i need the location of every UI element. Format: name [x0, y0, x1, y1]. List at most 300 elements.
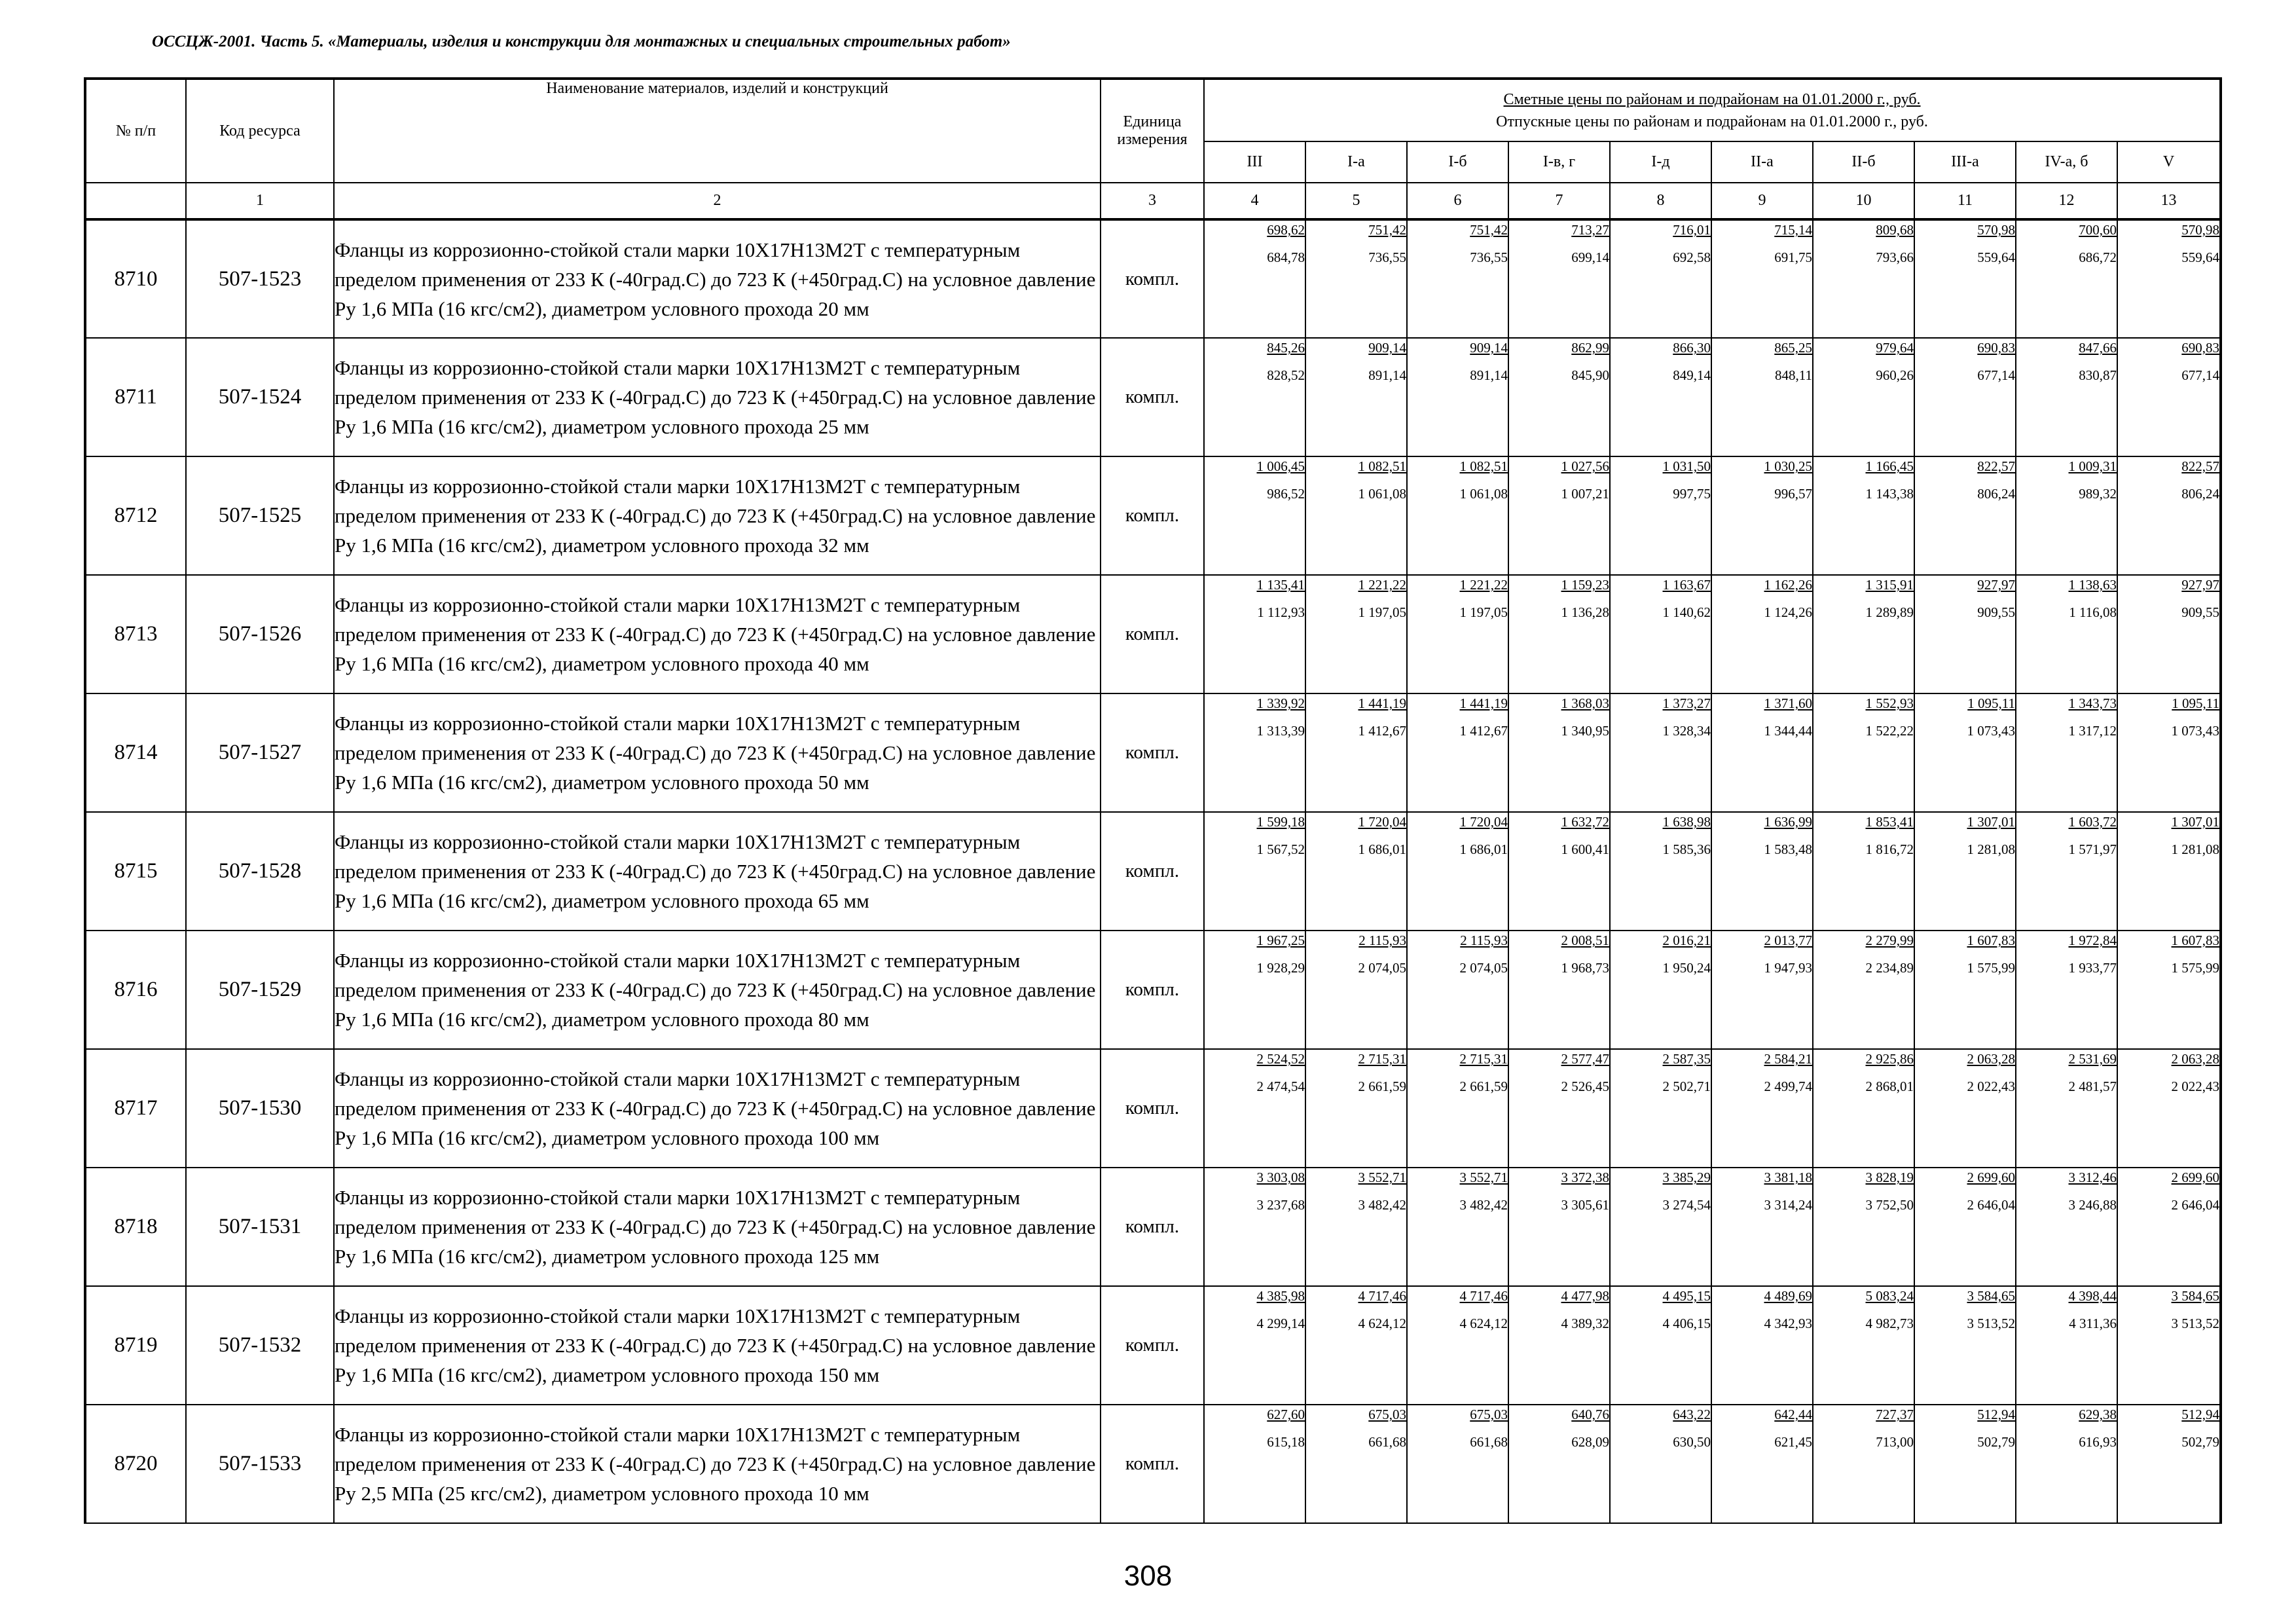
price-cell — [2117, 812, 2221, 931]
release-price: 502,79 — [2181, 1434, 2220, 1450]
material-name: Фланцы из коррозионно-стойкой стали марки 10Х17Н13М2Т с температурным пределом применения от 233 К (-40град.С) до 723 К (+450град.С) на условное давление Ру 1,6 МПа (16 кгс/см2), диаметром условного прохода 25 мм — [334, 338, 1101, 456]
price-cell — [1711, 1405, 1813, 1523]
estimate-price: 1 095,11 — [1967, 695, 2015, 711]
price-cell — [1305, 219, 1407, 338]
release-price: 1 567,52 — [1256, 841, 1305, 857]
estimate-price: 4 477,98 — [1561, 1288, 1609, 1304]
row-number: 8720 — [85, 1405, 186, 1523]
estimate-price: 698,62 — [1267, 222, 1305, 238]
price-cell — [1508, 1049, 1610, 1168]
estimate-price: 1 636,99 — [1764, 814, 1812, 830]
estimate-price: 2 715,31 — [1459, 1051, 1508, 1067]
price-cell — [1914, 1049, 2016, 1168]
release-price: 677,14 — [1977, 367, 2015, 383]
price-cell — [1508, 1168, 1610, 1286]
header-name: Наименование материалов, изделий и конструкций — [334, 79, 1101, 183]
estimate-price: 862,99 — [1571, 340, 1609, 356]
price-cell — [1508, 338, 1610, 456]
price-cell — [1508, 931, 1610, 1049]
material-name: Фланцы из коррозионно-стойкой стали марки 10Х17Н13М2Т с температурным пределом применения от 233 К (-40град.С) до 723 К (+450град.С) на условное давление Ру 1,6 МПа (16 кгс/см2), диаметром условного прохода 150 мм — [334, 1286, 1101, 1405]
material-name: Фланцы из коррозионно-стойкой стали марки 10Х17Н13М2Т с температурным пределом применения от 233 К (-40град.С) до 723 К (+450град.С) на условное давление Ру 1,6 МПа (16 кгс/см2), диаметром условного прохода 125 мм — [334, 1168, 1101, 1286]
estimate-price: 642,44 — [1774, 1407, 1812, 1422]
estimate-price: 1 307,01 — [1967, 814, 2015, 830]
estimate-price: 1 221,22 — [1358, 577, 1406, 593]
unit-of-measure: компл. — [1101, 1049, 1204, 1168]
release-price: 2 661,59 — [1358, 1079, 1406, 1094]
unit-of-measure: компл. — [1101, 575, 1204, 693]
estimate-price: 1 082,51 — [1358, 458, 1406, 474]
unit-of-measure: компл. — [1101, 338, 1204, 456]
price-cell — [1610, 1168, 1711, 1286]
estimate-price: 3 372,38 — [1561, 1170, 1609, 1185]
price-cell — [1711, 931, 1813, 1049]
estimate-price: 1 603,72 — [2068, 814, 2117, 830]
price-cell — [1610, 1049, 1711, 1168]
estimate-price: 822,57 — [1977, 458, 2015, 474]
unit-of-measure: компл. — [1101, 1168, 1204, 1286]
release-price: 4 311,36 — [2069, 1316, 2117, 1331]
price-cell — [1813, 1049, 1914, 1168]
estimate-price: 3 385,29 — [1662, 1170, 1711, 1185]
release-price: 692,58 — [1673, 249, 1711, 265]
estimate-price: 675,03 — [1368, 1407, 1406, 1422]
row-number: 8711 — [85, 338, 186, 456]
price-cell — [1204, 456, 1305, 575]
estimate-price: 1 441,19 — [1459, 695, 1508, 711]
price-cell — [2016, 1405, 2117, 1523]
price-cell — [2016, 456, 2117, 575]
resource-code: 507-1530 — [186, 1049, 334, 1168]
estimate-price: 2 008,51 — [1561, 932, 1609, 948]
price-cell — [2016, 1168, 2117, 1286]
estimate-price: 2 584,21 — [1764, 1051, 1812, 1067]
price-cell — [2117, 219, 2221, 338]
release-price: 1 143,38 — [1865, 486, 1914, 502]
release-price: 1 073,43 — [2171, 723, 2220, 739]
price-cell — [1407, 575, 1508, 693]
price-cell — [1305, 575, 1407, 693]
release-price: 3 246,88 — [2068, 1197, 2117, 1213]
resource-code: 507-1529 — [186, 931, 334, 1049]
price-cell — [1711, 1286, 1813, 1405]
estimate-price: 640,76 — [1571, 1407, 1609, 1422]
price-cell — [2117, 1049, 2221, 1168]
estimate-price: 809,68 — [1876, 222, 1914, 238]
estimate-price: 2 115,93 — [1460, 932, 1508, 948]
estimate-price: 1 166,45 — [1865, 458, 1914, 474]
estimate-price: 1 967,25 — [1256, 932, 1305, 948]
column-number: 3 — [1101, 183, 1204, 219]
estimate-price: 1 030,25 — [1764, 458, 1812, 474]
release-price: 3 482,42 — [1358, 1197, 1406, 1213]
estimate-price: 4 495,15 — [1662, 1288, 1711, 1304]
column-number: 10 — [1813, 183, 1914, 219]
estimate-price: 1 853,41 — [1865, 814, 1914, 830]
release-price: 1 947,93 — [1764, 960, 1812, 976]
estimate-price: 847,66 — [2079, 340, 2117, 356]
release-price: 3 237,68 — [1256, 1197, 1305, 1213]
release-price: 4 624,12 — [1358, 1316, 1406, 1331]
estimate-price: 713,27 — [1571, 222, 1609, 238]
release-price: 806,24 — [2181, 486, 2220, 502]
price-cell — [1813, 1286, 1914, 1405]
release-price: 691,75 — [1774, 249, 1812, 265]
price-cell — [1204, 338, 1305, 456]
release-price: 1 968,73 — [1561, 960, 1609, 976]
unit-of-measure: компл. — [1101, 1405, 1204, 1523]
price-cell — [1711, 338, 1813, 456]
page-header: ОССЦЖ-2001. Часть 5. «Материалы, изделия и конструкции для монтажных и специальных строительных работ» — [152, 33, 1011, 50]
estimate-price: 1 031,50 — [1662, 458, 1711, 474]
release-price: 1 575,99 — [2171, 960, 2220, 976]
estimate-price: 3 303,08 — [1256, 1170, 1305, 1185]
estimate-price: 2 279,99 — [1865, 932, 1914, 948]
column-number: 2 — [334, 183, 1101, 219]
release-price: 806,24 — [1977, 486, 2015, 502]
estimate-price: 1 163,67 — [1662, 577, 1711, 593]
estimate-price: 4 717,46 — [1358, 1288, 1406, 1304]
estimate-price: 4 398,44 — [2068, 1288, 2117, 1304]
estimate-price: 845,26 — [1267, 340, 1305, 356]
release-price: 2 481,57 — [2068, 1079, 2117, 1094]
price-cell — [1610, 456, 1711, 575]
resource-code: 507-1527 — [186, 693, 334, 812]
release-price: 996,57 — [1774, 486, 1812, 502]
estimate-price: 1 632,72 — [1561, 814, 1609, 830]
price-cell — [1305, 931, 1407, 1049]
release-price: 559,64 — [1977, 249, 2015, 265]
price-cell — [1407, 1168, 1508, 1286]
table-row — [85, 456, 2221, 575]
table-row — [85, 338, 2221, 456]
estimate-price: 979,64 — [1876, 340, 1914, 356]
price-cell — [1407, 693, 1508, 812]
header-region: III-а — [1914, 141, 2016, 183]
release-price: 1 116,08 — [2069, 604, 2117, 620]
release-price: 1 124,26 — [1764, 604, 1812, 620]
estimate-price: 1 720,04 — [1459, 814, 1508, 830]
price-cell — [1407, 1405, 1508, 1523]
release-price: 1 328,34 — [1662, 723, 1711, 739]
row-number: 8719 — [85, 1286, 186, 1405]
price-cell — [1508, 812, 1610, 931]
price-cell — [1508, 1286, 1610, 1405]
estimate-price: 1 638,98 — [1662, 814, 1711, 830]
row-number: 8715 — [85, 812, 186, 931]
price-cell — [1407, 931, 1508, 1049]
price-cell — [1711, 219, 1813, 338]
price-cell — [2016, 338, 2117, 456]
estimate-price: 570,98 — [2181, 222, 2220, 238]
estimate-price: 5 083,24 — [1865, 1288, 1914, 1304]
resource-code: 507-1525 — [186, 456, 334, 575]
estimate-price: 2 715,31 — [1358, 1051, 1406, 1067]
price-cell — [1711, 575, 1813, 693]
column-number: 1 — [186, 183, 334, 219]
header-region: I-в, г — [1508, 141, 1610, 183]
estimate-price: 3 828,19 — [1865, 1170, 1914, 1185]
price-cell — [1407, 812, 1508, 931]
price-cell — [1914, 1286, 2016, 1405]
release-price: 684,78 — [1267, 249, 1305, 265]
estimate-price: 909,14 — [1368, 340, 1406, 356]
estimate-price: 1 138,63 — [2068, 577, 2117, 593]
estimate-price: 1 371,60 — [1764, 695, 1812, 711]
price-cell — [1711, 812, 1813, 931]
release-price: 1 571,97 — [2068, 841, 2117, 857]
release-price: 1 313,39 — [1256, 723, 1305, 739]
price-cell — [2117, 1286, 2221, 1405]
price-cell — [2016, 1049, 2117, 1168]
release-price: 630,50 — [1673, 1434, 1711, 1450]
price-cell — [1610, 575, 1711, 693]
price-cell — [1204, 1168, 1305, 1286]
release-price: 1 073,43 — [1967, 723, 2015, 739]
material-name: Фланцы из коррозионно-стойкой стали марки 10Х17Н13М2Т с температурным пределом применения от 233 К (-40град.С) до 723 К (+450град.С) на условное давление Ру 1,6 МПа (16 кгс/см2), диаметром условного прохода 80 мм — [334, 931, 1101, 1049]
estimate-price: 1 368,03 — [1561, 695, 1609, 711]
header-price-group-release: Отпускные цены по районам и подрайонам на 01.01.2000 г., руб. — [1496, 113, 1928, 130]
release-price: 1 061,08 — [1459, 486, 1508, 502]
estimate-price: 2 531,69 — [2068, 1051, 2117, 1067]
release-price: 4 299,14 — [1256, 1316, 1305, 1331]
release-price: 2 074,05 — [1459, 960, 1508, 976]
price-cell — [1914, 812, 2016, 931]
price-cell — [1407, 1049, 1508, 1168]
estimate-price: 1 135,41 — [1256, 577, 1305, 593]
estimate-price: 2 063,28 — [1967, 1051, 2015, 1067]
release-price: 2 526,45 — [1561, 1079, 1609, 1094]
release-price: 4 406,15 — [1662, 1316, 1711, 1331]
release-price: 1 412,67 — [1358, 723, 1406, 739]
estimate-price: 1 095,11 — [2172, 695, 2220, 711]
price-cell — [1305, 1405, 1407, 1523]
table-row — [85, 931, 2221, 1049]
price-cell — [1407, 219, 1508, 338]
price-cell — [1204, 575, 1305, 693]
estimate-price: 866,30 — [1673, 340, 1711, 356]
price-cell — [1508, 456, 1610, 575]
release-price: 845,90 — [1571, 367, 1609, 383]
header-region: III — [1204, 141, 1305, 183]
release-price: 2 474,54 — [1256, 1079, 1305, 1094]
estimate-price: 1 343,73 — [2068, 695, 2117, 711]
price-cell — [1610, 1286, 1711, 1405]
estimate-price: 1 972,84 — [2068, 932, 2117, 948]
release-price: 828,52 — [1267, 367, 1305, 383]
estimate-price: 1 009,31 — [2068, 458, 2117, 474]
estimate-price: 690,83 — [1977, 340, 2015, 356]
release-price: 960,26 — [1876, 367, 1914, 383]
estimate-price: 1 441,19 — [1358, 695, 1406, 711]
release-price: 686,72 — [2079, 249, 2117, 265]
estimate-price: 3 584,65 — [2171, 1288, 2220, 1304]
column-number: 5 — [1305, 183, 1407, 219]
price-cell — [1914, 931, 2016, 1049]
resource-code: 507-1532 — [186, 1286, 334, 1405]
price-cell — [1610, 338, 1711, 456]
estimate-price: 1 552,93 — [1865, 695, 1914, 711]
price-cell — [1610, 931, 1711, 1049]
release-price: 1 412,67 — [1459, 723, 1508, 739]
estimate-price: 1 607,83 — [1967, 932, 2015, 948]
release-price: 1 317,12 — [2068, 723, 2117, 739]
price-cell — [1204, 812, 1305, 931]
estimate-price: 3 552,71 — [1459, 1170, 1508, 1185]
estimate-price: 1 607,83 — [2171, 932, 2220, 948]
price-cell — [1305, 812, 1407, 931]
price-cell — [2016, 931, 2117, 1049]
header-price-group — [1204, 79, 2221, 141]
release-price: 4 342,93 — [1764, 1316, 1812, 1331]
price-cell — [2117, 338, 2221, 456]
estimate-price: 4 385,98 — [1256, 1288, 1305, 1304]
material-name: Фланцы из коррозионно-стойкой стали марки 10Х17Н13М2Т с температурным пределом применения от 233 К (-40град.С) до 723 К (+450град.С) на условное давление Ру 1,6 МПа (16 кгс/см2), диаметром условного прохода 32 мм — [334, 456, 1101, 575]
release-price: 1 197,05 — [1358, 604, 1406, 620]
header-region: IV-а, б — [2016, 141, 2117, 183]
estimate-price: 512,94 — [2181, 1407, 2220, 1422]
release-price: 1 340,95 — [1561, 723, 1609, 739]
estimate-price: 1 307,01 — [2171, 814, 2220, 830]
table-row — [85, 219, 2221, 338]
table-row — [85, 693, 2221, 812]
price-cell — [2016, 693, 2117, 812]
price-cell — [1407, 338, 1508, 456]
price-cell — [2117, 1405, 2221, 1523]
estimate-price: 570,98 — [1977, 222, 2015, 238]
price-cell — [2016, 1286, 2117, 1405]
header-num: № п/п — [85, 79, 186, 183]
price-cell — [1711, 1168, 1813, 1286]
estimate-price: 675,03 — [1470, 1407, 1508, 1422]
estimate-price: 2 577,47 — [1561, 1051, 1609, 1067]
release-price: 2 022,43 — [2171, 1079, 2220, 1094]
estimate-price: 865,25 — [1774, 340, 1812, 356]
price-cell — [2016, 219, 2117, 338]
release-price: 1 112,93 — [1257, 604, 1305, 620]
release-price: 2 074,05 — [1358, 960, 1406, 976]
release-price: 909,55 — [1977, 604, 2015, 620]
release-price: 1 816,72 — [1865, 841, 1914, 857]
estimate-price: 1 027,56 — [1561, 458, 1609, 474]
release-price: 661,68 — [1470, 1434, 1508, 1450]
price-cell — [1508, 575, 1610, 693]
release-price: 3 513,52 — [2171, 1316, 2220, 1331]
column-number: 8 — [1610, 183, 1711, 219]
estimate-price: 2 016,21 — [1662, 932, 1711, 948]
price-cell — [1914, 219, 2016, 338]
estimate-price: 1 599,18 — [1256, 814, 1305, 830]
estimate-price: 627,60 — [1267, 1407, 1305, 1422]
release-price: 2 502,71 — [1662, 1079, 1711, 1094]
release-price: 4 982,73 — [1865, 1316, 1914, 1331]
release-price: 2 499,74 — [1764, 1079, 1812, 1094]
estimate-price: 1 339,92 — [1256, 695, 1305, 711]
header-region: I-а — [1305, 141, 1407, 183]
estimate-price: 1 162,26 — [1764, 577, 1812, 593]
unit-of-measure: компл. — [1101, 812, 1204, 931]
estimate-price: 1 159,23 — [1561, 577, 1609, 593]
release-price: 2 022,43 — [1967, 1079, 2015, 1094]
price-cell — [1204, 1049, 1305, 1168]
estimate-price: 643,22 — [1673, 1407, 1711, 1422]
material-name: Фланцы из коррозионно-стойкой стали марки 10Х17Н13М2Т с температурным пределом применения от 233 К (-40град.С) до 723 К (+450град.С) на условное давление Ру 1,6 МПа (16 кгс/см2), диаметром условного прохода 20 мм — [334, 219, 1101, 338]
resource-code: 507-1524 — [186, 338, 334, 456]
release-price: 1 600,41 — [1561, 841, 1609, 857]
table-row — [85, 1286, 2221, 1405]
release-price: 2 661,59 — [1459, 1079, 1508, 1094]
price-cell — [1305, 1286, 1407, 1405]
release-price: 1 289,89 — [1865, 604, 1914, 620]
header-price-group-smeta: Сметные цены по районам и подрайонам на 01.01.2000 г., руб. — [1503, 90, 1921, 108]
price-cell — [1508, 1405, 1610, 1523]
header-region: II-а — [1711, 141, 1813, 183]
row-number: 8713 — [85, 575, 186, 693]
release-price: 891,14 — [1470, 367, 1508, 383]
estimate-price: 1 315,91 — [1865, 577, 1914, 593]
price-cell — [1813, 575, 1914, 693]
price-cell — [1204, 1405, 1305, 1523]
header-region: II-б — [1813, 141, 1914, 183]
estimate-price: 690,83 — [2181, 340, 2220, 356]
table-row — [85, 1049, 2221, 1168]
price-cell — [1914, 456, 2016, 575]
price-cell — [1813, 693, 1914, 812]
price-cell — [2117, 693, 2221, 812]
price-cell — [1305, 456, 1407, 575]
header-region: I-б — [1407, 141, 1508, 183]
price-cell — [2016, 575, 2117, 693]
price-cell — [2117, 456, 2221, 575]
release-price: 1 136,28 — [1561, 604, 1609, 620]
estimate-price: 2 699,60 — [2171, 1170, 2220, 1185]
price-cell — [1407, 1286, 1508, 1405]
release-price: 4 389,32 — [1561, 1316, 1609, 1331]
estimate-price: 1 082,51 — [1459, 458, 1508, 474]
price-table — [84, 77, 2222, 1524]
estimate-price: 2 925,86 — [1865, 1051, 1914, 1067]
release-price: 1 140,62 — [1662, 604, 1711, 620]
price-cell — [1711, 693, 1813, 812]
price-cell — [1813, 931, 1914, 1049]
release-price: 661,68 — [1368, 1434, 1406, 1450]
release-price: 3 274,54 — [1662, 1197, 1711, 1213]
price-cell — [1305, 693, 1407, 812]
estimate-price: 2 524,52 — [1256, 1051, 1305, 1067]
release-price: 909,55 — [2181, 604, 2220, 620]
estimate-price: 2 115,93 — [1358, 932, 1406, 948]
price-cell — [1204, 1286, 1305, 1405]
release-price: 736,55 — [1368, 249, 1406, 265]
material-name: Фланцы из коррозионно-стойкой стали марки 10Х17Н13М2Т с температурным пределом применения от 233 К (-40град.С) до 723 К (+450град.С) на условное давление Ру 1,6 МПа (16 кгс/см2), диаметром условного прохода 65 мм — [334, 812, 1101, 931]
price-cell — [1610, 693, 1711, 812]
unit-of-measure: компл. — [1101, 219, 1204, 338]
estimate-price: 3 381,18 — [1764, 1170, 1812, 1185]
estimate-price: 4 489,69 — [1764, 1288, 1812, 1304]
release-price: 1 344,44 — [1764, 723, 1812, 739]
price-cell — [2016, 812, 2117, 931]
release-price: 2 868,01 — [1865, 1079, 1914, 1094]
release-price: 559,64 — [2181, 249, 2220, 265]
price-cell — [1610, 812, 1711, 931]
release-price: 2 234,89 — [1865, 960, 1914, 976]
estimate-price: 700,60 — [2079, 222, 2117, 238]
price-cell — [1914, 693, 2016, 812]
unit-of-measure: компл. — [1101, 931, 1204, 1049]
column-number — [85, 183, 186, 219]
release-price: 4 624,12 — [1459, 1316, 1508, 1331]
estimate-price: 727,37 — [1876, 1407, 1914, 1422]
estimate-price: 4 717,46 — [1459, 1288, 1508, 1304]
